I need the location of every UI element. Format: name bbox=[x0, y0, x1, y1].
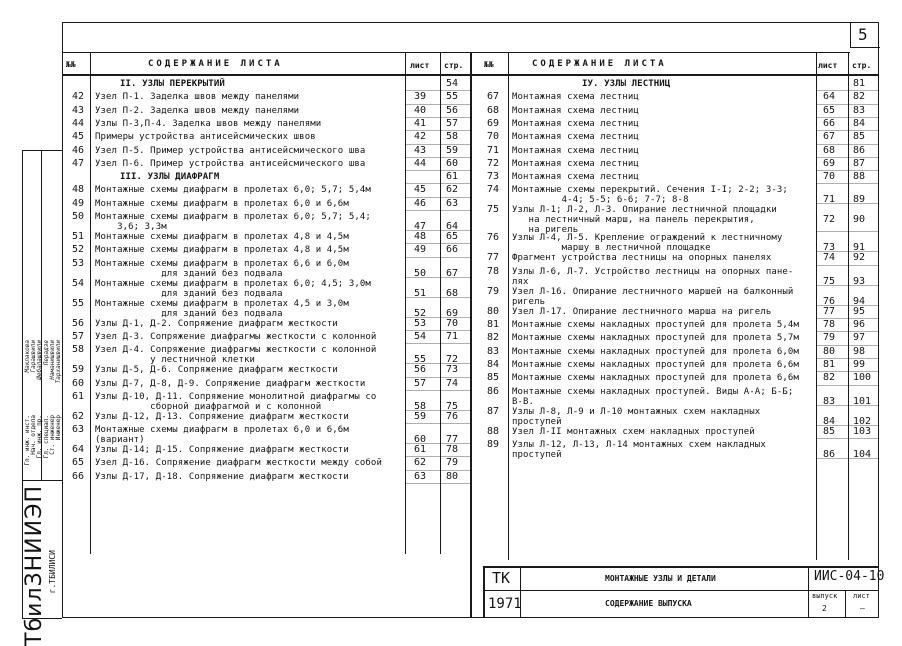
right-row-title: Монтажные схемы накладных проступей для пролета 6,6м bbox=[512, 373, 799, 384]
title-block-code: ТК bbox=[492, 569, 511, 587]
right-row-page: 91 bbox=[853, 242, 866, 254]
left-row-page: 68 bbox=[446, 287, 459, 299]
left-row-divider bbox=[405, 170, 470, 171]
right-row-page: 83 bbox=[853, 104, 866, 116]
left-row-list: 57 bbox=[414, 377, 427, 389]
left-header-no: №№ bbox=[66, 60, 76, 69]
title-block-mid-line bbox=[483, 590, 879, 591]
left-row-number: 56 bbox=[72, 317, 85, 329]
left-row-divider bbox=[405, 297, 470, 298]
right-row-page: 96 bbox=[853, 319, 866, 330]
right-row-page: 89 bbox=[853, 194, 866, 206]
right-row-list: 71 bbox=[823, 194, 836, 206]
right-row-list: 74 bbox=[823, 252, 836, 264]
right-row-number: 70 bbox=[487, 131, 500, 143]
right-row-list: 66 bbox=[823, 117, 836, 129]
right-row-number: 71 bbox=[487, 144, 500, 156]
left-row-list: 42 bbox=[414, 131, 427, 143]
stamp-name: Перадзе bbox=[42, 340, 50, 366]
left-row-title: Узлы Д-7, Д-8, Д-9. Сопряжение диафрагм жесткости bbox=[95, 378, 366, 389]
left-row-page: 75 bbox=[446, 400, 459, 412]
right-row-list: 65 bbox=[823, 104, 836, 116]
left-row-page: 69 bbox=[446, 307, 459, 319]
right-row-list: 86 bbox=[823, 448, 836, 460]
right-row-number: 79 bbox=[487, 285, 500, 297]
right-row-page: 102 bbox=[853, 415, 872, 427]
right-row-page: 87 bbox=[853, 157, 866, 169]
left-header-str: стр. bbox=[444, 61, 464, 70]
left-row-page: 56 bbox=[446, 104, 459, 116]
right-header-list: лист bbox=[818, 61, 838, 70]
left-row-number: 60 bbox=[72, 377, 85, 389]
right-row-list: 69 bbox=[823, 157, 836, 169]
right-row-number: 88 bbox=[487, 425, 500, 437]
title-block-vypusk-value: 2 bbox=[822, 604, 827, 613]
left-row-page: 61 bbox=[446, 171, 459, 183]
left-str-col-line bbox=[440, 52, 441, 554]
right-header-str: стр. bbox=[852, 61, 872, 70]
left-row-page: 79 bbox=[446, 457, 459, 469]
left-row-number: 42 bbox=[72, 91, 85, 103]
left-row-page: 65 bbox=[446, 231, 459, 242]
right-row-title: Монтажная схема лестниц bbox=[512, 118, 639, 129]
left-row-divider bbox=[405, 483, 470, 484]
left-row-divider bbox=[405, 423, 470, 424]
right-row-title: Узел Л-16. Опирание лестничного маршей на балконный ригель bbox=[512, 286, 794, 307]
right-row-divider bbox=[816, 265, 879, 266]
right-row-number: 89 bbox=[487, 438, 500, 450]
title-block-list-value: – bbox=[860, 604, 865, 613]
left-row-title: Узел Д-4. Сопряжение диафрагмы жесткости с колонной у лестничной клетки bbox=[95, 345, 377, 366]
left-row-title: Узлы Д-10, Д-11. Сопряжение монолитной диафрагмы со сборной диафрагмой и с колонной bbox=[95, 391, 377, 412]
left-row-number: 66 bbox=[72, 470, 85, 482]
left-row-page: 64 bbox=[446, 221, 459, 232]
left-row-number: 57 bbox=[72, 330, 85, 342]
right-row-divider bbox=[816, 203, 879, 204]
left-row-number: 49 bbox=[72, 197, 85, 209]
left-row-list: 39 bbox=[414, 91, 427, 103]
right-str-col-line bbox=[848, 52, 849, 560]
left-row-page: 55 bbox=[446, 91, 459, 103]
left-row-page: 78 bbox=[446, 444, 459, 456]
right-row-page: 85 bbox=[853, 131, 866, 143]
stamp-role: Инженер bbox=[55, 415, 62, 441]
left-row-title: Монтажные схемы диафрагм в пролетах 6,0 и 6,6м bbox=[95, 198, 349, 209]
right-row-page: 81 bbox=[853, 78, 866, 89]
right-row-list: 79 bbox=[823, 332, 836, 344]
right-row-page: 88 bbox=[853, 171, 866, 183]
right-row-list: 73 bbox=[823, 242, 836, 254]
left-row-title: Узел П-5. Пример устройства антисейсмического шва bbox=[95, 145, 366, 156]
right-row-list: 77 bbox=[823, 305, 836, 317]
title-block-left-line bbox=[483, 566, 485, 618]
right-row-number: 81 bbox=[487, 319, 500, 330]
left-no-col-line bbox=[90, 52, 91, 554]
right-row-page: 93 bbox=[853, 275, 866, 287]
right-row-number: 72 bbox=[487, 157, 500, 169]
right-row-page: 104 bbox=[853, 448, 872, 460]
stamp-name: Наманишвили bbox=[48, 340, 56, 380]
stamp-bottom-line bbox=[22, 480, 62, 481]
left-row-number: 55 bbox=[72, 297, 85, 309]
right-row-list: 85 bbox=[823, 425, 836, 437]
right-row-title: Монтажные схемы накладных проступей для пролета 6,0м bbox=[512, 346, 799, 357]
left-row-list: 58 bbox=[414, 400, 427, 412]
left-row-list: 41 bbox=[414, 117, 427, 129]
left-row-page: 62 bbox=[446, 184, 459, 196]
right-header-no: №№ bbox=[484, 60, 494, 69]
left-row-title: Узлы П-3,П-4. Заделка швов между панелями bbox=[95, 118, 322, 129]
right-header-title: СОДЕРЖАНИЕ ЛИСТА bbox=[532, 59, 667, 69]
left-row-list: 63 bbox=[414, 470, 427, 482]
left-row-page: 70 bbox=[446, 317, 459, 329]
right-row-list: 64 bbox=[823, 91, 836, 103]
title-block-top-line bbox=[483, 566, 879, 568]
left-row-page: 54 bbox=[446, 78, 459, 89]
left-row-number: 59 bbox=[72, 364, 85, 376]
title-block-doc-code: ИИС-04-10 bbox=[814, 569, 885, 584]
left-row-page: 71 bbox=[446, 330, 459, 342]
left-row-number: 48 bbox=[72, 184, 85, 196]
left-row-number: 64 bbox=[72, 444, 85, 456]
left-row-number: 65 bbox=[72, 457, 85, 469]
right-row-list: 78 bbox=[823, 319, 836, 330]
left-row-page: 58 bbox=[446, 131, 459, 143]
left-row-page: 76 bbox=[446, 410, 459, 422]
left-row-divider bbox=[405, 343, 470, 344]
left-header-title: СОДЕРЖАНИЕ ЛИСТА bbox=[148, 59, 283, 69]
left-row-number: 53 bbox=[72, 257, 85, 269]
left-row-page: 66 bbox=[446, 244, 459, 256]
title-block-year: 1971 bbox=[488, 596, 522, 612]
left-row-list: 40 bbox=[414, 104, 427, 116]
left-row-title: Узлы Д-1, Д-2. Сопряжение диафрагм жесткости bbox=[95, 318, 338, 329]
title-block-vypusk-line bbox=[845, 590, 846, 618]
left-row-number: 47 bbox=[72, 157, 85, 169]
right-row-title: Монтажные схемы накладных проступей для пролета 5,4м bbox=[512, 320, 799, 330]
left-row-page: 80 bbox=[446, 470, 459, 482]
right-row-title: Фрагмент устройства лестницы на опорных панелях bbox=[512, 253, 772, 264]
right-row-number: 83 bbox=[487, 345, 500, 357]
left-row-title: Монтажные схемы диафрагм в пролетах 6,0; 4,5; 3,0м для зданий без подвала bbox=[95, 278, 371, 299]
left-row-page: 74 bbox=[446, 377, 459, 389]
right-row-title: Монтажные схемы перекрытий. Сечения I-I; 2-2; 3-3; 4-4; 5-5; 6-6; 7-7; 8-8 bbox=[512, 185, 788, 206]
left-row-list: 54 bbox=[414, 330, 427, 342]
left-row-number: 51 bbox=[72, 231, 85, 242]
right-row-number: 73 bbox=[487, 171, 500, 183]
stamp-city: г.ТБИЛИСИ bbox=[48, 550, 57, 594]
left-row-title: Монтажные схемы диафрагм в пролетах 6,0 и 6,6м (вариант) bbox=[95, 425, 349, 446]
left-row-page: 72 bbox=[446, 354, 459, 366]
left-row-number: 45 bbox=[72, 131, 85, 143]
right-row-number: 68 bbox=[487, 104, 500, 116]
right-row-divider bbox=[816, 405, 879, 406]
left-row-list: 59 bbox=[414, 410, 427, 422]
right-row-page: 99 bbox=[853, 358, 866, 370]
stamp-role: Гл. специал. bbox=[42, 415, 50, 459]
left-row-page: 57 bbox=[446, 117, 459, 129]
right-row-list: 67 bbox=[823, 131, 836, 143]
right-row-number: 84 bbox=[487, 358, 500, 370]
sheet-number: 5 bbox=[858, 25, 868, 44]
left-row-list: 46 bbox=[414, 197, 427, 209]
right-row-title: Монтажные схемы накладных проступей для пролета 5,7м bbox=[512, 333, 799, 344]
header-top-line bbox=[62, 52, 850, 53]
right-row-title: Узел Л-17. Опирание лестничного марша на ригель bbox=[512, 306, 772, 317]
right-row-title: Узлы Л-8, Л-9 и Л-10 монтажных схем накладных проступей bbox=[512, 406, 761, 427]
right-no-col-line bbox=[508, 52, 509, 560]
right-row-title: Монтажная схема лестниц bbox=[512, 158, 639, 169]
right-row-page: 82 bbox=[853, 91, 866, 103]
left-row-page: 73 bbox=[446, 364, 459, 376]
left-header-list: лист bbox=[410, 61, 430, 70]
right-row-title: Узлы Л-6, Л-7. Устройство лестницы на опорных пане- лях bbox=[512, 266, 794, 287]
right-row-list: 83 bbox=[823, 395, 836, 407]
left-row-divider bbox=[405, 277, 470, 278]
right-row-page: 101 bbox=[853, 395, 872, 407]
left-row-title: Узлы Д-14; Д-15. Сопряжение диафрагм жесткости bbox=[95, 445, 349, 456]
left-row-page: 60 bbox=[446, 157, 459, 169]
right-row-list: 81 bbox=[823, 358, 836, 370]
left-row-number: 44 bbox=[72, 117, 85, 129]
right-row-title: Монтажные схемы накладных проступей. Виды А-А; Б-Б; В-В. bbox=[512, 386, 794, 407]
right-row-number: 76 bbox=[487, 232, 500, 244]
right-row-title: Монтажная схема лестниц bbox=[512, 145, 639, 156]
right-row-number: 67 bbox=[487, 91, 500, 103]
right-row-title: Монтажные схемы накладных проступей для пролета 6,6м bbox=[512, 359, 799, 370]
right-list-col-line bbox=[816, 52, 817, 560]
right-row-page: 103 bbox=[853, 425, 872, 437]
right-row-page: 84 bbox=[853, 117, 866, 129]
left-row-divider bbox=[405, 390, 470, 391]
left-row-list: 51 bbox=[414, 287, 427, 299]
right-row-page: 90 bbox=[853, 214, 866, 226]
right-row-page: 97 bbox=[853, 332, 866, 344]
left-row-title: Узел П-2. Заделка швов между панелями bbox=[95, 105, 300, 116]
right-row-number: 82 bbox=[487, 332, 500, 344]
left-row-number: 58 bbox=[72, 344, 85, 356]
right-row-divider bbox=[816, 285, 879, 286]
right-row-number: 85 bbox=[487, 372, 500, 384]
right-row-divider bbox=[816, 231, 879, 232]
left-row-title: Монтажные схемы диафрагм в пролетах 4,5 и 3,0м для зданий без подвала bbox=[95, 298, 349, 319]
left-row-number: 46 bbox=[72, 144, 85, 156]
left-row-page: 77 bbox=[446, 434, 459, 446]
left-row-list: 61 bbox=[414, 444, 427, 456]
left-row-divider bbox=[405, 257, 470, 258]
left-row-list: 45 bbox=[414, 184, 427, 196]
left-row-number: 61 bbox=[72, 390, 85, 402]
right-row-list: 70 bbox=[823, 171, 836, 183]
left-row-list: 43 bbox=[414, 144, 427, 156]
left-row-number: 50 bbox=[72, 211, 85, 222]
left-row-list: 56 bbox=[414, 364, 427, 376]
stamp-name: Тарханишвили bbox=[55, 340, 62, 384]
title-block-title-top: МОНТАЖНЫЕ УЗЛЫ И ДЕТАЛИ bbox=[605, 574, 716, 583]
stamp-name: Шебалашвили bbox=[36, 340, 44, 380]
right-row-list: 68 bbox=[823, 144, 836, 156]
right-row-title: Узлы Л-12, Л-13, Л-14 монтажных схем накладных проступей bbox=[512, 439, 766, 460]
left-row-list: 44 bbox=[414, 157, 427, 169]
title-block-list-label: лист bbox=[853, 592, 870, 600]
stamp-role: Ст. инженер bbox=[48, 415, 56, 455]
right-row-list: 84 bbox=[823, 415, 836, 427]
left-row-list: 55 bbox=[414, 354, 427, 366]
left-row-title: Узлы Д-5, Д-6. Сопряжение диафрагм жесткости bbox=[95, 365, 338, 376]
right-row-title: Монтажная схема лестниц bbox=[512, 105, 639, 116]
right-row-number: 80 bbox=[487, 305, 500, 317]
left-row-page: 67 bbox=[446, 267, 459, 279]
right-row-title: Узел Л-II монтажных схем накладных проступей bbox=[512, 426, 755, 437]
left-row-list: 48 bbox=[414, 231, 427, 242]
right-row-page: 86 bbox=[853, 144, 866, 156]
right-row-divider bbox=[816, 438, 879, 439]
left-row-title: Узлы Д-17, Д-18. Сопряжение диафрагм жесткости bbox=[95, 471, 349, 482]
right-row-divider bbox=[816, 183, 879, 184]
right-row-page: 92 bbox=[853, 252, 866, 264]
right-row-title: Узлы Л-4, Л-5. Крепление ограждений к лестничному маршу в лестничной площадке bbox=[512, 233, 783, 254]
right-row-page: 100 bbox=[853, 372, 872, 384]
right-row-list: 82 bbox=[823, 372, 836, 384]
left-row-title: Монтажные схемы диафрагм в пролетах 6,0; 5,7; 5,4м bbox=[95, 185, 371, 196]
left-row-title: Узел П-1. Заделка швов между панелями bbox=[95, 92, 300, 103]
left-row-number: 43 bbox=[72, 104, 85, 116]
left-row-list: 60 bbox=[414, 434, 427, 446]
left-row-number: 54 bbox=[72, 277, 85, 289]
left-row-title: Узел П-6. Пример устройства антисейсмического шва bbox=[95, 158, 366, 169]
left-row-title: Монтажные схемы диафрагм в пролетах 4,8 и 4,5м bbox=[95, 245, 349, 256]
left-row-number: 63 bbox=[72, 424, 85, 436]
left-row-number: 62 bbox=[72, 410, 85, 422]
right-row-number: 86 bbox=[487, 385, 500, 397]
right-row-number: 77 bbox=[487, 252, 500, 264]
right-row-list: 72 bbox=[823, 214, 836, 226]
left-row-list: 52 bbox=[414, 307, 427, 319]
right-row-page: 94 bbox=[853, 295, 866, 307]
left-row-list: 53 bbox=[414, 317, 427, 329]
stamp-name: Гарашвили bbox=[30, 340, 38, 373]
stamp-org: ТбилЗНИИЭП bbox=[22, 485, 47, 646]
left-row-list: 50 bbox=[414, 267, 427, 279]
left-row-divider bbox=[405, 210, 470, 211]
title-block-title-bottom: СОДЕРЖАНИЕ ВЫПУСКА bbox=[605, 599, 692, 608]
left-section-title: II. УЗЛЫ ПЕРЕКРЫТИЙ bbox=[120, 79, 225, 89]
stamp-name: Маклакова bbox=[24, 340, 31, 373]
left-row-title: Монтажные схемы диафрагм в пролетах 6,6 и 6,0м для зданий без подвала bbox=[95, 258, 349, 279]
left-row-page: 63 bbox=[446, 197, 459, 209]
left-row-title: Примеры устройства антисейсмических швов bbox=[95, 132, 316, 143]
left-row-title: Монтажные схемы диафрагм в пролетах 6,0; 5,7; 5,4; 3,6; 3,3м bbox=[95, 212, 371, 232]
left-row-number: 52 bbox=[72, 244, 85, 256]
left-row-title: Узел Д-3. Сопряжение диафрагмы жесткости с колонной bbox=[95, 331, 377, 342]
right-row-number: 69 bbox=[487, 117, 500, 129]
title-block-vypusk-label: выпуск bbox=[812, 592, 838, 600]
left-section-title: III. УЗЛЫ ДИАФРАГМ bbox=[120, 172, 220, 183]
right-row-number: 74 bbox=[487, 184, 500, 196]
right-row-page: 95 bbox=[853, 305, 866, 317]
right-row-title: Монтажная схема лестниц bbox=[512, 172, 639, 183]
right-row-list: 76 bbox=[823, 295, 836, 307]
stamp-top-line bbox=[22, 150, 62, 151]
left-row-page: 59 bbox=[446, 144, 459, 156]
stamp-role: Гл. инж. инст. bbox=[24, 415, 31, 466]
left-row-title: Узлы Д-12, Д-13. Сопряжение диафрагм жесткости bbox=[95, 411, 349, 422]
right-row-list: 75 bbox=[823, 275, 836, 287]
left-row-title: Узел Д-16. Сопряжение диафрагм жесткости между собой bbox=[95, 458, 382, 469]
right-section-title: IУ. УЗЛЫ ЛЕСТНИЦ bbox=[582, 79, 671, 89]
center-divider bbox=[470, 52, 472, 618]
right-row-list: 80 bbox=[823, 345, 836, 357]
title-block-doc-line bbox=[808, 566, 809, 618]
stamp-role: Гл. инж. пр. bbox=[36, 415, 44, 459]
right-row-title: Монтажная схема лестниц bbox=[512, 132, 639, 143]
right-row-number: 75 bbox=[487, 204, 500, 216]
left-list-col-line bbox=[405, 52, 406, 554]
right-row-divider bbox=[816, 385, 879, 386]
right-row-number: 78 bbox=[487, 265, 500, 277]
right-row-divider bbox=[816, 458, 879, 459]
stamp-role: Нач. отдела bbox=[30, 415, 38, 455]
right-row-title: Монтажная схема лестниц bbox=[512, 92, 639, 103]
left-row-list: 47 bbox=[414, 221, 427, 232]
left-row-list: 62 bbox=[414, 457, 427, 469]
right-row-page: 98 bbox=[853, 345, 866, 357]
right-row-number: 87 bbox=[487, 405, 500, 417]
left-row-list: 49 bbox=[414, 244, 427, 256]
left-row-title: Монтажные схемы диафрагм в пролетах 4,8 и 4,5м bbox=[95, 232, 349, 242]
right-row-title: Узлы Л-1; Л-2, Л-3. Опирание лестничной площадки на лестничный марш, на панель перекрытия, на ригель bbox=[512, 205, 777, 236]
